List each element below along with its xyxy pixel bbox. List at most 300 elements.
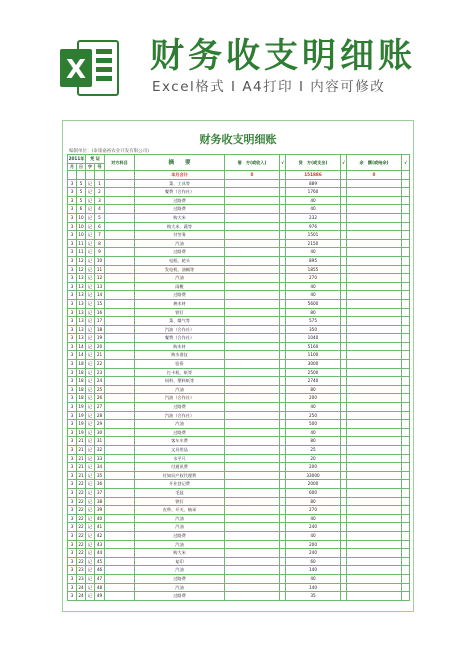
cell-number: 20 [95,342,105,351]
table-row [68,188,410,197]
cell-account [105,377,135,386]
cell-credit: 40 [286,291,341,300]
cell-debit [225,308,280,317]
cell-number: 11 [95,265,105,274]
cell-summary: 汽油 [135,420,225,429]
cell-day: 10 [77,231,86,240]
cell-check [402,222,410,231]
cell-number: 33 [95,454,105,463]
cell-number: 47 [95,574,105,583]
cell-credit: 40 [286,248,341,257]
cell-month: 3 [68,196,77,205]
cell-day: 22 [77,557,86,566]
cell-credit: 575 [286,317,341,326]
cell-month: 3 [68,222,77,231]
cell-check [402,437,410,446]
cell-word: 记 [86,377,95,386]
cell-debit [225,403,280,412]
cell-number: 30 [95,428,105,437]
cell-check [402,196,410,205]
cell-credit: 40 [286,531,341,540]
table-row [68,351,410,360]
cell-check [402,514,410,523]
cell-credit: 1760 [286,188,341,197]
cell-credit: 35 [286,592,341,601]
cell-number: 8 [95,239,105,248]
cell-account [105,463,135,472]
cell-debit [225,274,280,283]
cell-account [105,342,135,351]
cell-month: 3 [68,574,77,583]
cell-credit: 40 [286,403,341,412]
cell-summary: 复印 [135,557,225,566]
cell-month: 3 [68,480,77,489]
cell-word: 记 [86,256,95,265]
cell-word: 记 [86,274,95,283]
header-credit-check: √ [341,155,347,171]
cell-balance [347,256,402,265]
cell-summary: 汽油（合作社） [135,325,225,334]
cell-account [105,325,135,334]
cell-credit: 889 [286,179,341,188]
cell-summary: 饲料、塑料纸等 [135,377,225,386]
cell-number: 24 [95,377,105,386]
cell-day: 11 [77,248,86,257]
cell-month: 3 [68,265,77,274]
cell-account [105,368,135,377]
cell-account [105,282,135,291]
cell-balance [347,282,402,291]
table-row [68,179,410,188]
cell-check [402,583,410,592]
cell-word: 记 [86,592,95,601]
cell-credit: 1855 [286,265,341,274]
table-row [68,196,410,205]
cell-debit [225,463,280,472]
cell-word: 记 [86,557,95,566]
cell-balance [347,213,402,222]
cell-balance [347,239,402,248]
cell-balance [347,265,402,274]
cell-account [105,205,135,214]
cell-credit: 2000 [286,480,341,489]
cell-day: 6 [77,205,86,214]
cell-word: 记 [86,566,95,575]
cell-summary: 铁钉 [135,308,225,317]
cell-debit [225,368,280,377]
cell-month: 3 [68,454,77,463]
cell-day: 19 [77,428,86,437]
cell-debit [225,540,280,549]
cell-day: 14 [77,342,86,351]
cell-day: 13 [77,325,86,334]
cell-credit: 40 [286,205,341,214]
cell-word: 记 [86,291,95,300]
cell-number: 44 [95,549,105,558]
cell-balance [347,454,402,463]
table-row [68,265,410,274]
banner-title: 财务收支明细账 [150,36,416,76]
cell-word: 记 [86,420,95,429]
cell-debit [225,428,280,437]
cell-account [105,549,135,558]
cell-month: 3 [68,282,77,291]
cell-summary: 付劳务 [135,231,225,240]
cell-credit: 60 [286,557,341,566]
table-row [68,463,410,472]
cell-day: 10 [77,222,86,231]
cell-number: 43 [95,540,105,549]
cell-check [402,377,410,386]
cell-number: 34 [95,463,105,472]
ledger-body [68,171,410,601]
cell-check [402,205,410,214]
cell-number: 21 [95,351,105,360]
cell-word: 记 [86,506,95,515]
cell-balance [347,566,402,575]
cell-debit [225,239,280,248]
table-row [68,574,410,583]
cell-summary: 付通讯费 [135,463,225,472]
cell-summary: 付知识产权代理费 [135,471,225,480]
cell-day: 21 [77,446,86,455]
cell-day: 19 [77,420,86,429]
cell-credit: 250 [286,411,341,420]
cell-day: 13 [77,334,86,343]
cell-credit: 2500 [286,368,341,377]
cell-check [402,411,410,420]
cell-account [105,583,135,592]
cell-month: 3 [68,488,77,497]
cell-day: 18 [77,368,86,377]
cell-word: 记 [86,188,95,197]
cell-check [402,420,410,429]
cell-check [402,325,410,334]
header-number: 号 [95,164,105,171]
cell-credit: 80 [286,385,341,394]
cell-account [105,446,135,455]
cell-month: 3 [68,351,77,360]
cell-credit: 200 [286,394,341,403]
cell-month: 3 [68,428,77,437]
cell-balance [347,196,402,205]
cell-word: 记 [86,446,95,455]
cell-summary: 雨靴 [135,282,225,291]
cell-summary: 购大米 [135,549,225,558]
cell-check [402,334,410,343]
table-row [68,394,410,403]
cell-balance [347,531,402,540]
cell-word: 记 [86,480,95,489]
table-row [68,308,410,317]
cell-summary: 过路费 [135,196,225,205]
cell-credit: 350 [286,325,341,334]
cell-credit: 40 [286,282,341,291]
header-balance-check: √ [402,155,410,171]
cell-number: 28 [95,411,105,420]
cell-summary: 铁钉 [135,497,225,506]
cell-day: 10 [77,213,86,222]
table-row [68,248,410,257]
cell-account [105,351,135,360]
cell-month: 3 [68,325,77,334]
table-row [68,403,410,412]
cell-balance [347,506,402,515]
table-row [68,213,410,222]
cell-day: 23 [77,566,86,575]
cell-word: 记 [86,403,95,412]
cell-credit: 270 [286,274,341,283]
table-row [68,471,410,480]
cell-day: 22 [77,549,86,558]
cell-balance [347,411,402,420]
cell-check [402,531,410,540]
cell-account [105,592,135,601]
cell-summary: 过路费 [135,291,225,300]
cell-account [105,514,135,523]
cell-month: 3 [68,308,77,317]
cell-account [105,385,135,394]
cell-word: 记 [86,248,95,257]
cell-month: 3 [68,420,77,429]
cell-balance [347,583,402,592]
cell-debit [225,377,280,386]
cell-day: 13 [77,308,86,317]
cell-account [105,256,135,265]
cell-summary: 汽油 [135,566,225,575]
cell-balance [347,334,402,343]
cell-account [105,239,135,248]
cell-debit [225,497,280,506]
cell-account [105,480,135,489]
cell-summary: 客车车费 [135,437,225,446]
cell-balance [347,188,402,197]
cell-account [105,274,135,283]
cell-summary: 汽油 [135,514,225,523]
cell-month: 3 [68,360,77,369]
cell-account [105,497,135,506]
cell-debit [225,342,280,351]
cell-credit: 140 [286,566,341,575]
cell-account [105,231,135,240]
cell-debit [225,514,280,523]
cell-account [105,213,135,222]
cell-account [105,188,135,197]
cell-word: 记 [86,574,95,583]
cell-month: 3 [68,497,77,506]
cell-word: 记 [86,179,95,188]
cell-month: 3 [68,540,77,549]
cell-month: 3 [68,566,77,575]
cell-month: 3 [68,592,77,601]
table-row [68,377,410,386]
cell-summary: 菜、煤气等 [135,317,225,326]
excel-icon-letter: X [65,55,87,85]
cell-month: 3 [68,377,77,386]
cell-summary: 过路费 [135,574,225,583]
cell-check [402,308,410,317]
cell-balance [347,368,402,377]
cell-account [105,403,135,412]
cell-day: 21 [77,463,86,472]
cell-number: 6 [95,222,105,231]
cell-account [105,334,135,343]
cell-debit [225,566,280,575]
cell-balance [347,274,402,283]
table-row [68,342,410,351]
cell-account [105,265,135,274]
cell-balance [347,394,402,403]
cell-month: 3 [68,506,77,515]
cell-debit [225,222,280,231]
cell-balance [347,480,402,489]
cell-check [402,592,410,601]
cell-account [105,299,135,308]
cell-number: 2 [95,188,105,197]
cell-word: 记 [86,196,95,205]
cell-debit [225,291,280,300]
cell-word: 记 [86,428,95,437]
cell-debit [225,574,280,583]
cell-account [105,248,135,257]
cell-check [402,557,410,566]
cell-number: 14 [95,291,105,300]
table-row [68,299,410,308]
cell-number: 16 [95,308,105,317]
header-credit: 贷 方(或支出) [286,155,341,171]
cell-account [105,471,135,480]
cell-balance [347,549,402,558]
ledger-sheet [62,120,414,612]
cell-word: 记 [86,360,95,369]
cell-summary: 过路费 [135,592,225,601]
header-debit: 借 方(或收入) [225,155,280,171]
cell-word: 记 [86,454,95,463]
header-month: 月 [68,164,77,171]
table-row [68,222,410,231]
cell-credit: 20 [286,454,341,463]
cell-balance [347,351,402,360]
cell-balance [347,385,402,394]
cell-word: 记 [86,308,95,317]
cell-credit: 80 [286,308,341,317]
cell-account [105,531,135,540]
cell-debit [225,334,280,343]
cell-number: 13 [95,282,105,291]
cell-word: 记 [86,213,95,222]
cell-number: 1 [95,179,105,188]
cell-check [402,360,410,369]
cell-debit [225,385,280,394]
cell-balance [347,308,402,317]
cell-account [105,420,135,429]
cell-month: 3 [68,557,77,566]
header-year: 2011年 [68,155,86,164]
cell-day: 22 [77,540,86,549]
cell-credit: 1040 [286,334,341,343]
cell-check [402,454,410,463]
cell-month: 3 [68,463,77,472]
cell-month: 3 [68,523,77,532]
cell-check [402,394,410,403]
cell-number: 41 [95,523,105,532]
cell-day: 12 [77,265,86,274]
table-row [68,480,410,489]
sheet-title: 财务收支明细账 [199,133,277,146]
table-row [68,540,410,549]
cell-check [402,231,410,240]
cell-balance [347,179,402,188]
cell-summary: 汽油（合作社） [135,394,225,403]
cell-credit: 200 [286,540,341,549]
cell-number: 5 [95,213,105,222]
table-row [68,420,410,429]
cell-month: 3 [68,213,77,222]
table-row [68,437,410,446]
cell-credit: 976 [286,222,341,231]
cell-month: 3 [68,248,77,257]
cell-number: 4 [95,205,105,214]
cell-number: 39 [95,506,105,515]
cell-check [402,265,410,274]
cell-check [402,549,410,558]
cell-word: 记 [86,351,95,360]
cell-debit [225,394,280,403]
cell-balance [347,248,402,257]
cell-debit [225,480,280,489]
cell-day: 13 [77,291,86,300]
cell-account [105,411,135,420]
table-row [68,583,410,592]
cell-check [402,282,410,291]
cell-debit [225,196,280,205]
cell-account [105,308,135,317]
cell-check [402,291,410,300]
cell-month: 3 [68,179,77,188]
cell-number: 35 [95,471,105,480]
cell-word: 记 [86,299,95,308]
cell-credit: 895 [286,256,341,265]
cell-day: 21 [77,437,86,446]
cell-credit: 3000 [286,360,341,369]
cell-account [105,428,135,437]
cell-balance [347,523,402,532]
table-row [68,592,410,601]
cell-account [105,196,135,205]
header-word: 字 [86,164,95,171]
cell-summary: 汽油 [135,274,225,283]
cell-word: 记 [86,463,95,472]
cell-day: 18 [77,385,86,394]
cell-check [402,342,410,351]
cell-number: 25 [95,385,105,394]
cell-account [105,360,135,369]
cell-number: 49 [95,592,105,601]
cell-word: 记 [86,583,95,592]
cell-balance [347,540,402,549]
cell-summary: 验资 [135,360,225,369]
cell-balance [347,291,402,300]
cell-day: 18 [77,377,86,386]
cell-day: 13 [77,317,86,326]
cell-day: 22 [77,523,86,532]
cell-summary: 餐费（合作社） [135,334,225,343]
cell-word: 记 [86,531,95,540]
cell-check [402,299,410,308]
cell-credit: 33000 [286,471,341,480]
cell-check [402,256,410,265]
cell-debit [225,557,280,566]
